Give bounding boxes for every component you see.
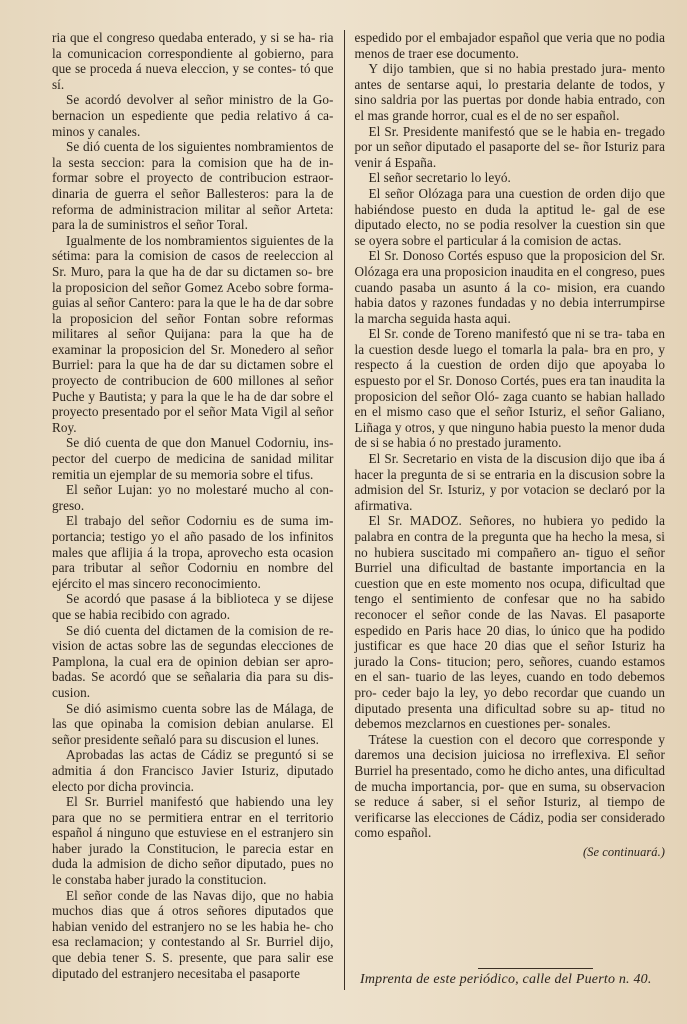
paragraph: espedido por el embajador español que veria que no podia menos de traer ese documento. (354, 30, 665, 61)
paragraph: Igualmente de los nombramientos siguientes de la sétima: para la comision de casos de reeleccion al Sr. Muro, para la que ha de dar su dictamen so- bre la proposicion del señor Gomez Acebo sobre forma-guias al señor Cantero: para la que le ha de dar sobre la proposicion del señor Fontan sobre reformas militares al señor Quijana: para la que ha de examinar la proposicion del Sr. Monedero al señor Burriel: para la que ha de dar su dictamen sobre el proyecto de contribucion de 600 millones al señor Puche y Bautista; y para la que le ha de dar sobre el proyecto presentado por el señor Mata Vigil al señor Roy. (52, 232, 334, 435)
paragraph: Se dió cuenta del dictamen de la comision de re- vision de actas sobre las de segundas elecciones de Pamplona, la cual era de opinion debian ser apro- badas. Se acordó que se señalaria dia para su dis- cusion. (52, 622, 334, 700)
paragraph: Se acordó que pasase á la biblioteca y se dijese que se habia recibido con agrado. (52, 591, 334, 622)
paragraph: El Sr. Donoso Cortés espuso que la proposicion del Sr. Olózaga era una proposicion inaudita en el congreso, pues cuando pasaba un asunto á la co- mision, era cuando habia datos y razones fundadas y no debia interrumpirse la marcha seguida hasta aqui. (354, 248, 665, 326)
paragraph: ria que el congreso quedaba enterado, y si se ha- ria la comunicacion correspondiente al gobierno, para que se proceda á nueva eleccion, y se contes- tó que sí. (52, 30, 334, 92)
paragraph: Aprobadas las actas de Cádiz se preguntó si se admitia á don Francisco Javier Isturiz, diputado electo por dicha provincia. (52, 747, 334, 794)
paragraph: El señor Olózaga para una cuestion de orden dijo que habiéndose puesto en duda la aptitud le- gal de ese diputado electo, no se podia resolver la cuestion sin que se oyera sobre el particular á la comision de actas. (354, 185, 665, 248)
paragraph: El Sr. conde de Toreno manifestó que ni se tra- taba en la cuestion desde luego el tomarla la pala- bra en pro, y respecto á la cuestion de orden dijo que apoyaba lo espuesto por el Sr. Donoso Cortés, pues era tan inaudita la proposicion del señor Oló- zaga cuanto se habian hallado en el mismo caso que el señor Isturiz, el señor Galiano, Liñaga y otros, y que ninguno habia puesto la menor duda de si se habia ó no prestado juramento. (354, 326, 665, 451)
paragraph: Trátese la cuestion con el decoro que corresponde y daremos una decision juiciosa no irreflexiva. El señor Burriel ha presentado, como he dicho antes, una dificultad de mucha importancia, por- que en suma, su observacion se reduce á saber, si el señor Isturiz, al tiempo de verificarse las elecciones de Cádiz, podia ser considerado como español. (354, 731, 666, 841)
paragraph: El señor Lujan: yo no molestaré mucho al con- greso. (52, 482, 334, 513)
footer-divider (478, 968, 593, 969)
right-column (344, 30, 674, 990)
imprint-line: Imprenta de este periódico, calle del Puerto n. 40. (360, 972, 652, 987)
to-be-continued-note: (Se continuará.) (582, 844, 665, 859)
paragraph: Se dió asimismo cuenta sobre las de Málaga, de las que opinaba la comision debian anularse. El señor presidente señaló para su discusion el lunes. (52, 700, 334, 747)
paragraph: El señor secretario lo leyó. (368, 170, 511, 186)
paragraph: El Sr. Secretario en vista de la discusion dijo que iba á hacer la pregunta de si se entraria en la discusion sobre la admision del Sr. Isturiz, y por votacion se declaró por la afirmativa. (354, 451, 665, 513)
paragraph: El trabajo del señor Codorniu es de suma im- portancia; testigo yo el año pasado de los infinitos males que aflijia á la tropa, aprovecho esta ocasion para tributar al señor Codorniu en nombre del ejército el mas sincero reconocimiento. (52, 513, 334, 591)
paragraph: Se acordó devolver al señor ministro de la Go- bernacion un espediente que pedia relativo á ca- minos y canales. (52, 92, 334, 139)
paragraph: El Sr. Presidente manifestó que se le habia en- tregado por un señor diputado el pasaporte del se- ñor Isturiz para venir á España. (354, 123, 665, 170)
paragraph: El Sr. Burriel manifestó que habiendo una ley para que no se permitiera entrar en el territorio español á ninguno que estuviese en el estranjero sin haber jurado la Constitucion, le parecia estar en duda la admision de dicho señor diputado, pues no le constaba haber jurado la constitucion. (52, 794, 334, 888)
two-column-body (14, 30, 673, 990)
paragraph: Y dijo tambien, que si no habia prestado jura- mento antes de sentarse aqui, lo prestaria delante de todos, y sino saldria por las puertas por donde habia entrado, con el mas grande horror, cual es el de no ser español. (354, 61, 665, 123)
paragraph: Se dió cuenta de los siguientes nombramientos de la sesta seccion: para la comision que ha de in- formar sobre el proyecto de contribucion estraor- dinaria de guerra el señor Ballesteros: para la de reforma de administracion militar al señor Arteta: para la de suministros el señor Toral. (52, 139, 334, 233)
left-column (14, 30, 344, 990)
paragraph: El Sr. MADOZ. Señores, no hubiera yo pedido la palabra en contra de la pregunta que ha hecho la mesa, si no hubiera suscitado mi compañero an- tiguo el señor Burriel una dificultad de bastante importancia en la cuestion que en este momento nos ocupa, dificultad que tengo el sentimiento de confesar que no ha sabido reconocer el señor conde de las Navas. El pasaporte espedido en Paris hace 20 dias, lo único que ha podido justificar es que hace 20 dias que el señor Isturiz ha jurado la Cons- titucion; pero, señores, cuando estamos en el san- tuario de las leyes, cuando en todo debemos pro- ceder bajo la ley, yo debo recordar que cuando un diputado presenta una dificultad sobre su ap- titud no debemos mezclarnos en cuestiones per- sonales. (354, 513, 665, 732)
paragraph: Se dió cuenta de que don Manuel Codorniu, ins- pector del cuerpo de medicina de sanidad militar remitia un ejemplar de su memoria sobre el tifus. (52, 435, 334, 482)
paragraph: El señor conde de las Navas dijo, que no habia muchos dias que á otros señores diputados que habian venido del estranjero no se les habia he- cho esa reclamacion; y contestando al Sr. Burriel dijo, que debia tener S. S. presente, que para salir ese diputado del estranjero necesitaba el pasaporte (52, 887, 334, 981)
